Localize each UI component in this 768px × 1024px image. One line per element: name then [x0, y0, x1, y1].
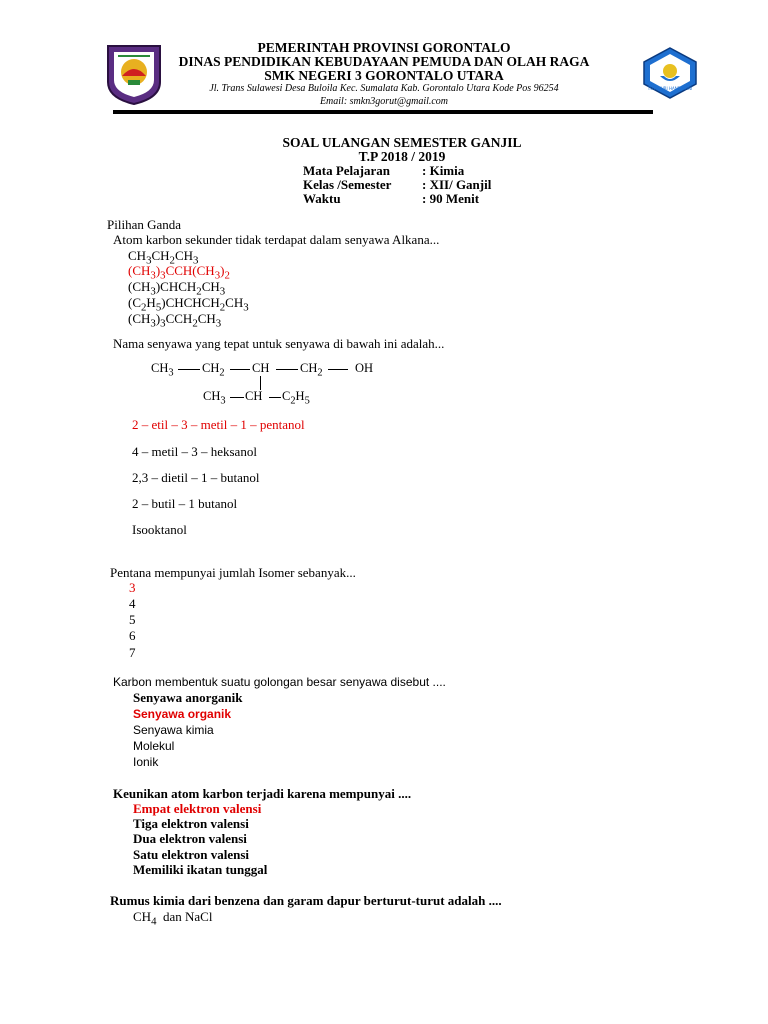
q3-option-e: 7: [129, 645, 136, 660]
header-email: Email: smkn3gorut@gmail.com: [319, 96, 449, 107]
header-line-1: PEMERINTAH PROVINSI GORONTALO: [257, 40, 511, 55]
q5-option-c: Dua elektron valensi: [133, 831, 247, 846]
q5-option-e: Memiliki ikatan tunggal: [133, 862, 268, 877]
exam-title: SOAL ULANGAN SEMESTER GANJIL: [282, 135, 522, 150]
header-line-2: DINAS PENDIDIKAN KEBUDAYAAN PEMUDA DAN OLAH RAGA: [178, 54, 590, 69]
q3-option-b: 4: [129, 596, 136, 611]
q1-option-e: $(CH_3)_3CCH_2CH_3$: [128, 311, 222, 330]
header-line-3: SMK NEGERI 3 GORONTALO UTARA: [264, 68, 504, 83]
q4-option-a: Senyawa anorganik: [133, 690, 243, 705]
q1-text: Atom karbon sekunder tidak terdapat dalam senyawa Alkana...: [113, 232, 440, 247]
meta-label-class: Kelas /Semester: [303, 177, 392, 192]
meta-value-subject: : Kimia: [422, 163, 465, 178]
header-rule: [113, 110, 653, 114]
q5-option-b: Tiga elektron valensi: [133, 816, 249, 831]
q3-option-c: 5: [129, 612, 136, 627]
struct-bond: [230, 369, 250, 370]
section-title: Pilihan Ganda: [107, 217, 182, 232]
q2-option-b: 4 – metil – 3 – heksanol: [132, 444, 257, 459]
struct-ch: CH: [252, 361, 270, 375]
q2-option-c: 2,3 – dietil – 1 – butanol: [132, 470, 260, 485]
struct-bond: [178, 369, 200, 370]
struct-oh: OH: [355, 361, 374, 375]
struct-bond: [230, 397, 244, 398]
struct-bond: [276, 369, 298, 370]
meta-value-class: : XII/ Ganjil: [422, 177, 492, 192]
meta-value-time: : 90 Menit: [422, 191, 480, 206]
q1-option-c: $(CH_3)CHCH_2CH_3$: [128, 279, 226, 298]
struct-bond: [269, 397, 281, 398]
struct-ch2-2: $CH_2$: [300, 361, 323, 379]
q3-option-d: 6: [129, 628, 136, 643]
q4-option-d: Molekul: [133, 739, 175, 753]
q5-option-d: Satu elektron valensi: [133, 847, 250, 862]
struct-bond: [328, 369, 348, 370]
q1-option-d: $(C_2H_5)CHCHCH_2CH_3$: [128, 295, 249, 314]
q1-option-a: $CH_3CH_2CH_3$: [128, 248, 199, 267]
q2-text: Nama senyawa yang tepat untuk senyawa di bawah ini adalah...: [113, 336, 445, 351]
q2-option-d: 2 – butil – 1 butanol: [132, 496, 238, 511]
q3-text: Pentana mempunyai jumlah Isomer sebanyak...: [110, 565, 356, 580]
q5-option-a-answer: Empat elektron valensi: [133, 801, 262, 816]
struct-ch3-1: $CH_3$: [151, 361, 174, 379]
tut-wuri-handayani-icon: [640, 46, 700, 100]
struct-vertical-bond: [260, 376, 261, 390]
q4-text: Karbon membentuk suatu golongan besar senyawa disebut ....: [113, 675, 446, 689]
q4-option-e: Ionik: [133, 755, 159, 769]
struct-ch3-2: $CH_3$: [203, 389, 226, 407]
struct-ch2-1: $CH_2$: [202, 361, 225, 379]
tut-wuri-text: TUT WURI HANDAYANI: [647, 86, 693, 91]
q4-option-c: Senyawa kimia: [133, 723, 214, 737]
struct-c2h5: $C_2H_5$: [282, 389, 310, 407]
q6-text: Rumus kimia dari benzena dan garam dapur berturut-turut adalah ....: [110, 893, 502, 908]
q3-option-a-answer: 3: [129, 580, 136, 595]
meta-label-time: Waktu: [303, 191, 341, 206]
exam-year: T.P 2018 / 2019: [358, 149, 446, 164]
q4-option-b-answer: Senyawa organik: [133, 707, 232, 721]
struct-ch-2: CH: [245, 389, 263, 403]
q1-option-b-answer: $(CH_3)_3CCH(CH_3)_2$: [128, 263, 230, 282]
q6-option-a: $CH_4$ dan NaCl: [133, 909, 213, 928]
q5-text: Keunikan atom karbon terjadi karena mempunyai ....: [113, 786, 412, 801]
meta-label-subject: Mata Pelajaran: [303, 163, 391, 178]
header-address: Jl. Trans Sulawesi Desa Buloila Kec. Sumalata Kab. Gorontalo Utara Kode Pos 96254: [209, 83, 559, 94]
q2-option-e: Isooktanol: [132, 522, 187, 537]
q2-option-a-answer: 2 – etil – 3 – metil – 1 – pentanol: [132, 417, 305, 432]
